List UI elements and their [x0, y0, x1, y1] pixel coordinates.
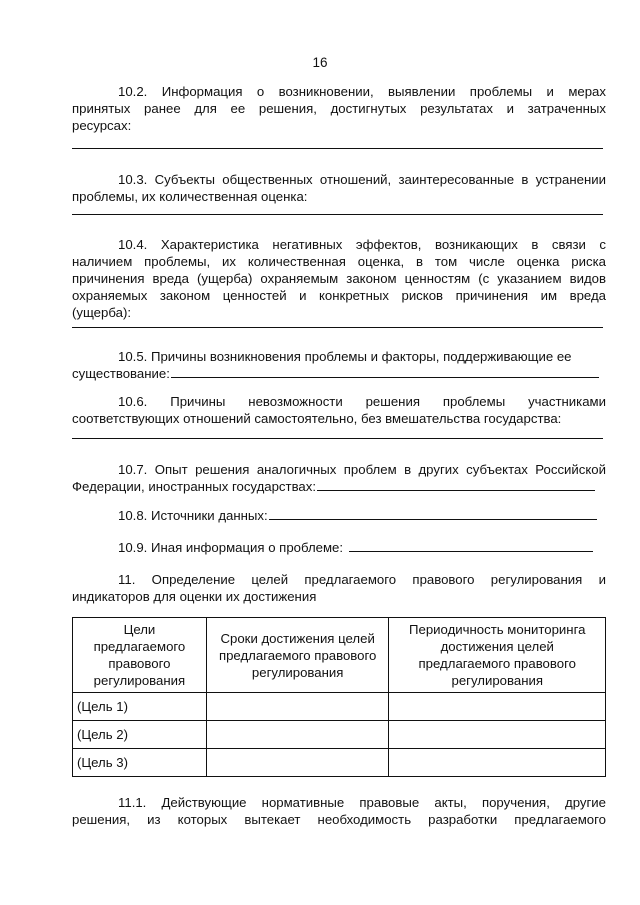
answer-line-10-7	[317, 478, 595, 491]
section-10-9-text: 10.9. Иная информация о проблеме:	[118, 540, 344, 555]
section-10-4-line5: (ущерба):	[72, 305, 131, 320]
section-10-7-line2: Федерации, иностранных государствах:	[72, 479, 317, 494]
section-10-4-line3: причинения вреда (ущерба) охраняемым законом ценностям (с указанием видов	[72, 271, 606, 286]
frequency-cell	[389, 693, 606, 721]
answer-line-10-9	[349, 539, 593, 552]
header-goals: Цели предлагаемого правового регулирования	[73, 618, 207, 693]
goals-table	[72, 617, 606, 777]
header-monitoring-frequency: Периодичность мониторинга достижения целей предлагаемого правового регулирования	[389, 618, 606, 693]
answer-line-10-6	[72, 438, 603, 439]
table-row	[73, 693, 606, 721]
page-number: 16	[312, 55, 328, 70]
section-10-6-line1: 10.6. Причины невозможности решения проблемы участниками	[118, 394, 606, 409]
section-10-2-line2: принятых ранее для ее решения, достигнутых результатах и затраченных	[72, 101, 606, 116]
deadline-cell	[206, 693, 389, 721]
answer-line-10-4	[72, 327, 603, 328]
answer-line-10-3	[72, 214, 603, 215]
section-11-1	[72, 794, 606, 828]
section-10-4-line4: охраняемых законом ценностей и конкретных рисков причинения им вреда	[72, 288, 606, 303]
answer-line-10-5	[171, 365, 599, 378]
section-10-2	[72, 83, 606, 134]
section-10-6-line2: соответствующих отношений самостоятельно, без вмешательства государства:	[72, 411, 562, 426]
section-10-3-line2: проблемы, их количественная оценка:	[72, 189, 308, 204]
section-10-5	[72, 348, 606, 382]
goal-cell: (Цель 2)	[73, 721, 207, 749]
section-11-line1: 11. Определение целей предлагаемого правового регулирования и	[118, 572, 606, 587]
section-10-2-line1: 10.2. Информация о возникновении, выявлении проблемы и мерах	[118, 84, 606, 99]
section-10-8	[72, 507, 606, 524]
section-10-9	[72, 539, 606, 556]
section-10-3-line1: 10.3. Субъекты общественных отношений, заинтересованные в устранении	[118, 172, 606, 187]
answer-line-10-2	[72, 148, 603, 149]
section-10-4-line2: наличием проблемы, их количественная оценка, в том числе оценка риска	[72, 254, 606, 269]
section-10-2-line3: ресурсах:	[72, 118, 132, 133]
section-10-8-text: 10.8. Источники данных:	[118, 508, 268, 523]
section-10-4	[72, 236, 606, 321]
section-10-5-line1: 10.5. Причины возникновения проблемы и факторы, поддерживающие ее	[118, 349, 572, 364]
section-10-7	[72, 461, 606, 495]
section-10-6	[72, 393, 606, 427]
section-10-4-line1: 10.4. Характеристика негативных эффектов, возникающих в связи с	[118, 237, 606, 252]
goal-cell: (Цель 3)	[73, 749, 207, 777]
deadline-cell	[206, 749, 389, 777]
table-row	[73, 721, 606, 749]
frequency-cell	[389, 721, 606, 749]
frequency-cell	[389, 749, 606, 777]
section-10-7-line1: 10.7. Опыт решения аналогичных проблем в других субъектах Российской	[118, 462, 606, 477]
section-11-1-line2: решения, из которых вытекает необходимость разработки предлагаемого	[72, 812, 606, 827]
table-row	[73, 749, 606, 777]
goal-cell: (Цель 1)	[73, 693, 207, 721]
section-11-line2: индикаторов для оценки их достижения	[72, 589, 317, 604]
answer-line-10-8	[269, 507, 597, 520]
deadline-cell	[206, 721, 389, 749]
section-10-3	[72, 171, 606, 205]
section-10-5-line2: существование:	[72, 366, 170, 381]
section-11	[72, 571, 606, 605]
goals-table-header-row	[73, 618, 606, 693]
section-11-1-line1: 11.1. Действующие нормативные правовые акты, поручения, другие	[118, 795, 606, 810]
header-deadlines: Сроки достижения целей предлагаемого правового регулирования	[206, 618, 389, 693]
